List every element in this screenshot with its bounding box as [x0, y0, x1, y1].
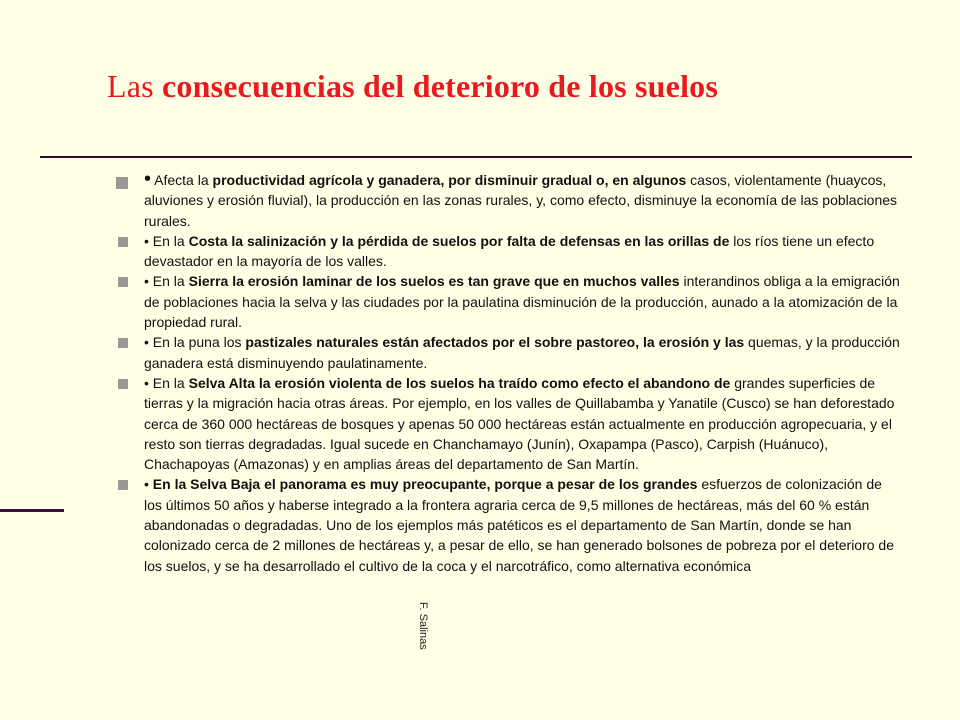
item-lead: En la puna los — [152, 334, 246, 351]
item-rest: interandinos obliga a la emigración de poblaciones hacia la selva y las ciudades por la paulatina disminución de la producción, aunado a la atomización de la propiedad rural. — [144, 273, 900, 331]
square-bullet-icon — [118, 338, 128, 348]
square-bullet-icon — [118, 480, 128, 490]
item-rest: quemas, y la producción ganadera está disminuyendo paulatinamente. — [144, 334, 900, 371]
item-bold: pastizales naturales están afectados por el sobre pastoreo, la erosión y las — [245, 334, 745, 351]
title-divider — [40, 156, 912, 158]
item-lead: En la — [152, 273, 189, 290]
list-item — [110, 332, 900, 373]
list-item — [110, 271, 900, 332]
square-bullet-icon — [116, 177, 128, 189]
bullet-dot: • — [144, 273, 149, 290]
bullet-dot: • — [144, 374, 149, 391]
square-bullet-icon — [118, 237, 128, 247]
item-bold: Selva Alta la erosión violenta de los suelos ha traído como efecto el abandono de — [188, 374, 731, 391]
item-rest: grandes superficies de tierras y la migración hacia otras áreas. Por ejemplo, en los valles de Quillabamba y Yanatile (Cusco) se han deforestado cerca de 360 000 hectáreas de bosques y apenas 50 000 hectáreas están actualmente en producción agropecuaria, y el resto son tierras degradadas. Igual sucede en Chanchamayo (Junín), Oxapampa (Pasco), Carpish (Huánuco), Chachapoyas (Amazonas) y en amplias áreas del departamento de San Martín. — [144, 374, 895, 473]
item-bold: Sierra la erosión laminar de los suelos es tan grave que en muchos valles — [188, 273, 680, 290]
list-item — [110, 170, 900, 231]
item-bold: Costa la salinización y la pérdida de suelos por falta de defensas en las orillas de — [188, 232, 730, 249]
bullet-dot: • — [144, 334, 149, 351]
item-lead: Afecta la — [154, 172, 213, 188]
title-bold: consecuencias del deterioro de los suelos — [162, 68, 719, 104]
side-author-text: F. Salinas — [417, 602, 429, 650]
item-bold: productividad agrícola y ganadera, por disminuir gradual o, en algunos — [212, 172, 687, 188]
slide-title — [107, 68, 927, 105]
item-rest: casos, violentamente (huaycos, aluviones y erosión fluvial), la producción en las zonas rurales, y, como efecto, disminuye la economía de las poblaciones rurales. — [144, 172, 898, 229]
item-lead: En la — [152, 374, 189, 391]
bullet-dot: • — [144, 232, 149, 249]
list-item — [110, 373, 900, 474]
list-item — [110, 231, 900, 272]
bullet-dot: • — [144, 476, 149, 493]
item-rest: esfuerzos de colonización de los últimos 50 años y haberse integrado a la frontera agraria cerca de 9,5 millones de hectáreas, más del 60 % están abandonadas o degradadas. Uno de los ejemplos más patéticos es el departamento de San Martín, donde se han colonizado cerca de 2 millones de hectáreas y, a pesar de ello, se han generado bolsones de pobreza por el deterioro de los suelos, y se ha desarrollado el cultivo de la coca y el narcotráfico, como alternativa económica — [144, 476, 895, 574]
side-author — [417, 602, 489, 650]
square-bullet-icon — [118, 277, 128, 287]
bullet-list — [110, 170, 900, 576]
square-bullet-icon — [118, 379, 128, 389]
title-prefix: Las — [107, 68, 163, 104]
side-divider — [0, 509, 64, 512]
item-lead: En la — [152, 232, 189, 249]
bullet-dot: • — [144, 168, 152, 190]
item-bold: En la Selva Baja el panorama es muy preocupante, porque a pesar de los grandes — [152, 476, 698, 493]
item-rest: los ríos tiene un efecto devastador en la mayoría de los valles. — [144, 232, 875, 270]
list-item — [110, 474, 900, 575]
